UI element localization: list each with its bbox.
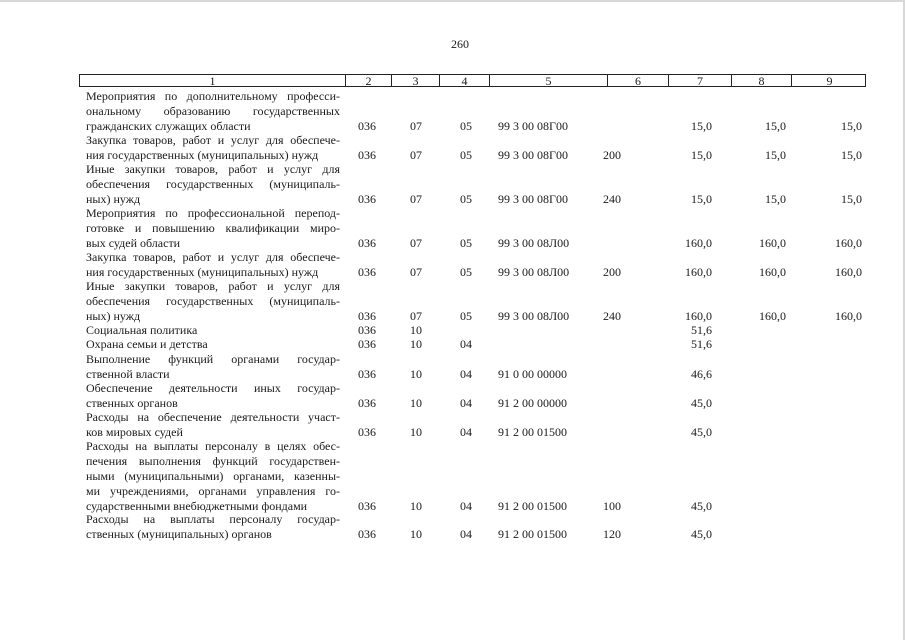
cell-col-5: 99 3 00 08Л00: [498, 236, 570, 250]
cell-col-5: 91 2 00 01500: [498, 527, 567, 541]
cell-col-7: 15,0: [691, 192, 712, 206]
cell-col-4: 04: [460, 396, 472, 410]
cell-col-7: 45,0: [691, 527, 712, 541]
cell-col-8: 15,0: [765, 192, 786, 206]
cell-col-2: 036: [358, 425, 376, 439]
header-col-9: 9: [826, 74, 833, 88]
cell-col-7: 51,6: [691, 337, 712, 351]
description-line: ственной власти: [86, 367, 170, 381]
cell-col-2: 036: [358, 309, 376, 323]
description-line: Закупка товаров, работ и услуг для обеспече-: [86, 250, 340, 264]
cell-col-7: 160,0: [685, 236, 712, 250]
row-description: [86, 512, 340, 542]
cell-col-3: 10: [410, 323, 422, 337]
description-line: ния государственных (муниципальных) нужд: [86, 265, 319, 279]
cell-col-7: 15,0: [691, 148, 712, 162]
cell-col-6: 100: [603, 499, 621, 513]
cell-col-4: 05: [460, 309, 472, 323]
cell-col-7: 51,6: [691, 323, 712, 337]
cell-col-6: 200: [603, 265, 621, 279]
cell-col-8: 160,0: [759, 265, 786, 279]
description-line: гражданских служащих области: [86, 119, 251, 133]
cell-col-2: 036: [358, 527, 376, 541]
cell-col-9: 160,0: [835, 265, 862, 279]
description-line: ми учреждениями, органами управления го-: [86, 484, 340, 498]
description-line: обеспечения государственных (муниципаль-: [86, 294, 340, 308]
row-description: [86, 439, 340, 514]
cell-col-2: 036: [358, 148, 376, 162]
cell-col-3: 10: [410, 396, 422, 410]
cell-col-4: 04: [460, 527, 472, 541]
cell-col-5: 91 0 00 00000: [498, 367, 567, 381]
header-col-3: 3: [392, 75, 440, 87]
cell-col-7: 160,0: [685, 265, 712, 279]
cell-col-5: 99 3 00 08Г00: [498, 148, 568, 162]
row-description: [86, 89, 340, 134]
description-line: Обеспечение деятельности иных государ-: [86, 381, 340, 395]
description-line: Расходы на выплаты персоналу в целях обес-: [86, 439, 340, 453]
cell-col-3: 10: [410, 337, 422, 351]
cell-col-7: 160,0: [685, 309, 712, 323]
header-col-8: 8: [732, 75, 792, 87]
row-description: [86, 352, 340, 382]
cell-col-2: 036: [358, 265, 376, 279]
description-line: ных) нужд: [86, 192, 141, 206]
cell-col-3: 10: [410, 425, 422, 439]
description-line: ными (муниципальными) органами, казенны-: [86, 469, 340, 483]
description-line: Расходы на выплаты персоналу государ-: [86, 512, 340, 526]
cell-col-9: 160,0: [835, 236, 862, 250]
row-description: [86, 279, 340, 324]
cell-col-9: 15,0: [841, 192, 862, 206]
description-line: Иные закупки товаров, работ и услуг для: [86, 279, 340, 293]
cell-col-4: 04: [460, 367, 472, 381]
cell-col-8: 160,0: [759, 236, 786, 250]
cell-col-9: 15,0: [841, 148, 862, 162]
table-header-row: [79, 74, 866, 87]
cell-col-2: 036: [358, 236, 376, 250]
cell-col-2: 036: [358, 499, 376, 513]
description-line: Охрана семьи и детства: [86, 337, 208, 351]
description-line: вых судей области: [86, 236, 181, 250]
description-line: Выполнение функций органами государ-: [86, 352, 340, 366]
page-edge-top: [0, 0, 905, 2]
row-description: [86, 133, 340, 163]
description-line: ственных (муниципальных) органов: [86, 527, 272, 541]
header-col-1: 1: [80, 75, 346, 87]
row-description: [86, 323, 340, 338]
header-col-5: 5: [490, 75, 608, 87]
description-line: ственных органов: [86, 396, 178, 410]
cell-col-4: 05: [460, 192, 472, 206]
cell-col-3: 10: [410, 367, 422, 381]
description-line: печения выполнения функций государствен-: [86, 454, 340, 468]
cell-col-7: 46,6: [691, 367, 712, 381]
cell-col-3: 10: [410, 527, 422, 541]
description-line: сударственными внебюджетными фондами: [86, 499, 308, 513]
cell-col-6: 120: [603, 527, 621, 541]
header-col-4: 4: [440, 75, 490, 87]
cell-col-4: 05: [460, 265, 472, 279]
cell-col-2: 036: [358, 337, 376, 351]
cell-col-6: 240: [603, 309, 621, 323]
row-description: [86, 381, 340, 411]
description-line: Социальная политика: [86, 323, 198, 337]
cell-col-8: 15,0: [765, 119, 786, 133]
cell-col-5: 99 3 00 08Л00: [498, 265, 570, 279]
description-line: Иные закупки товаров, работ и услуг для: [86, 162, 340, 176]
description-line: Закупка товаров, работ и услуг для обеспече-: [86, 133, 340, 147]
description-line: ональному образованию государственных: [86, 104, 340, 118]
description-line: ков мировых судей: [86, 425, 183, 439]
cell-col-6: 200: [603, 148, 621, 162]
cell-col-2: 036: [358, 119, 376, 133]
cell-col-4: 04: [460, 337, 472, 351]
header-col-2: 2: [346, 75, 392, 87]
cell-col-5: 91 2 00 00000: [498, 396, 567, 410]
description-line: Мероприятия по дополнительному професси-: [86, 89, 340, 103]
description-line: готовке и повышению квалификации миро-: [86, 221, 340, 235]
cell-col-4: 05: [460, 148, 472, 162]
cell-col-2: 036: [358, 192, 376, 206]
cell-col-7: 45,0: [691, 425, 712, 439]
page-number: 260: [451, 37, 469, 51]
cell-col-5: 99 3 00 08Г00: [498, 119, 568, 133]
cell-col-9: 15,0: [841, 119, 862, 133]
cell-col-2: 036: [358, 396, 376, 410]
cell-col-8: 15,0: [765, 148, 786, 162]
header-col-7: 7: [669, 75, 732, 87]
cell-col-7: 15,0: [691, 119, 712, 133]
cell-col-9: 160,0: [835, 309, 862, 323]
cell-col-3: 07: [410, 192, 422, 206]
cell-col-2: 036: [358, 367, 376, 381]
cell-col-3: 07: [410, 148, 422, 162]
cell-col-3: 07: [410, 119, 422, 133]
cell-col-3: 07: [410, 309, 422, 323]
description-line: ния государственных (муниципальных) нужд: [86, 148, 319, 162]
cell-col-5: 91 2 00 01500: [498, 425, 567, 439]
cell-col-6: 240: [603, 192, 621, 206]
cell-col-5: 99 3 00 08Л00: [498, 309, 570, 323]
cell-col-5: 91 2 00 01500: [498, 499, 567, 513]
cell-col-4: 04: [460, 499, 472, 513]
cell-col-4: 05: [460, 119, 472, 133]
cell-col-2: 036: [358, 323, 376, 337]
cell-col-4: 05: [460, 236, 472, 250]
row-description: [86, 162, 340, 207]
cell-col-5: 99 3 00 08Г00: [498, 192, 568, 206]
cell-col-3: 10: [410, 499, 422, 513]
row-description: [86, 337, 340, 352]
header-col-6: 6: [608, 75, 669, 87]
cell-col-7: 45,0: [691, 396, 712, 410]
description-line: Мероприятия по профессиональной перепод-: [86, 206, 340, 220]
cell-col-3: 07: [410, 265, 422, 279]
description-line: Расходы на обеспечение деятельности участ-: [86, 410, 340, 424]
cell-col-7: 45,0: [691, 499, 712, 513]
row-description: [86, 410, 340, 440]
cell-col-3: 07: [410, 236, 422, 250]
description-line: ных) нужд: [86, 309, 141, 323]
row-description: [86, 206, 340, 251]
cell-col-4: 04: [460, 425, 472, 439]
row-description: [86, 250, 340, 280]
description-line: обеспечения государственных (муниципаль-: [86, 177, 340, 191]
cell-col-8: 160,0: [759, 309, 786, 323]
